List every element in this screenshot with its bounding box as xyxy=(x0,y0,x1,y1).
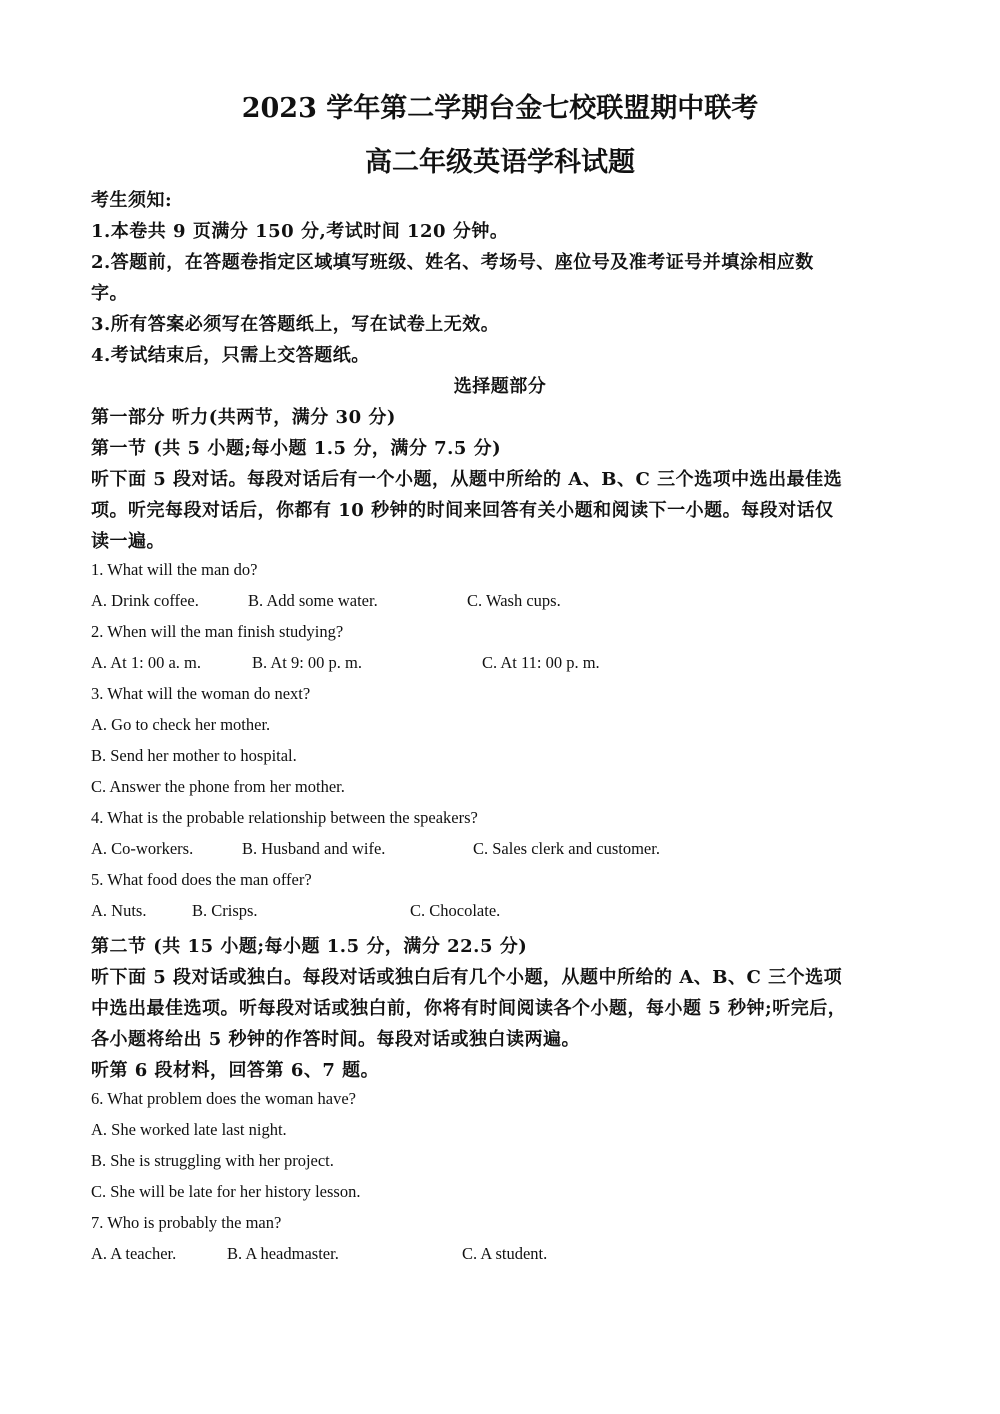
instructions: 中选出最佳选项。听每段对话或独白前，你将有时间阅读各个小题，每小题 5 秒钟;听完后， xyxy=(91,998,847,1019)
option-a: A. A teacher. xyxy=(91,1244,177,1263)
option-b: B. Crisps. xyxy=(192,901,258,920)
instructions: 听下面 5 段对话。每段对话后有一个小题，从题中所给的 A、B、C 三个选项中选出最佳选 xyxy=(91,469,843,490)
option-b: B. She is struggling with her project. xyxy=(91,1151,334,1170)
section-label: 选择题部分 xyxy=(453,376,547,397)
option-b: B. Send her mother to hospital. xyxy=(91,746,297,765)
material-heading: 听第 6 段材料，回答第 6、7 题。 xyxy=(91,1060,380,1081)
option-c: C. She will be late for her history lesson. xyxy=(91,1182,361,1201)
question-stem: 1. What will the man do? xyxy=(91,560,258,579)
option-a: A. Co-workers. xyxy=(91,839,194,858)
question-stem: 2. When will the man finish studying? xyxy=(91,622,344,641)
notice-item: 字。 xyxy=(91,283,128,304)
instructions: 项。听完每段对话后，你都有 10 秒钟的时间来回答有关小题和阅读下一小题。每段对话仅 xyxy=(91,500,834,521)
notice-item: 4.考试结束后，只需上交答题纸。 xyxy=(91,345,370,366)
option-a: A. At 1: 00 a. m. xyxy=(91,653,201,672)
section-heading: 第一节 (共 5 小题;每小题 1.5 分，满分 7.5 分) xyxy=(91,438,502,459)
option-a: A. Nuts. xyxy=(91,901,147,920)
question-stem: 6. What problem does the woman have? xyxy=(91,1089,356,1108)
notice-heading: 考生须知: xyxy=(91,190,173,211)
option-c: C. Sales clerk and customer. xyxy=(473,839,660,858)
exam-subtitle: 高二年级英语学科试题 xyxy=(365,147,635,178)
option-b: B. At 9: 00 p. m. xyxy=(252,653,363,672)
exam-title: 2023 学年第二学期台金七校联盟期中联考 xyxy=(241,93,759,124)
instructions: 听下面 5 段对话或独白。每段对话或独白后有几个小题，从题中所给的 A、B、C 三个选项 xyxy=(91,967,843,988)
section-heading: 第二节 (共 15 小题;每小题 1.5 分，满分 22.5 分) xyxy=(91,936,528,957)
option-a: A. Go to check her mother. xyxy=(91,715,271,734)
option-c: C. At 11: 00 p. m. xyxy=(482,653,600,672)
notice-item: 3.所有答案必须写在答题纸上，写在试卷上无效。 xyxy=(91,314,500,335)
option-c: C. Chocolate. xyxy=(410,901,501,920)
notice-item: 2.答题前，在答题卷指定区域填写班级、姓名、考场号、座位号及准考证号并填涂相应数 xyxy=(91,252,814,273)
instructions: 读一遍。 xyxy=(91,531,165,552)
option-b: B. Add some water. xyxy=(248,591,378,610)
option-b: B. Husband and wife. xyxy=(242,839,386,858)
part-heading: 第一部分 听力(共两节，满分 30 分) xyxy=(91,407,396,428)
question-stem: 4. What is the probable relationship between the speakers? xyxy=(91,808,478,827)
instructions: 各小题将给出 5 秒钟的作答时间。每段对话或独白读两遍。 xyxy=(91,1029,581,1050)
option-b: B. A headmaster. xyxy=(227,1244,339,1263)
option-c: C. Wash cups. xyxy=(467,591,561,610)
option-c: C. A student. xyxy=(462,1244,548,1263)
notice-item: 1.本卷共 9 页满分 150 分,考试时间 120 分钟。 xyxy=(91,221,509,242)
option-a: A. She worked late last night. xyxy=(91,1120,287,1139)
option-c: C. Answer the phone from her mother. xyxy=(91,777,345,796)
question-stem: 5. What food does the man offer? xyxy=(91,870,312,889)
question-stem: 3. What will the woman do next? xyxy=(91,684,311,703)
option-a: A. Drink coffee. xyxy=(91,591,199,610)
question-stem: 7. Who is probably the man? xyxy=(91,1213,282,1232)
